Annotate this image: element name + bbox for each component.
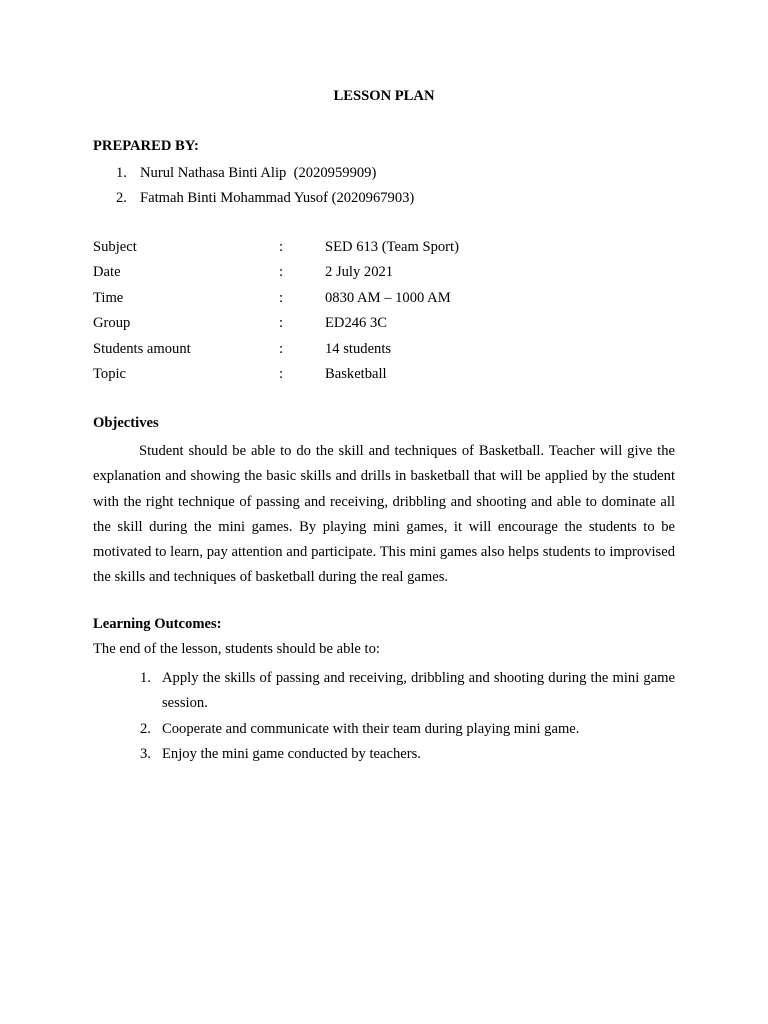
info-label: Students amount [93,340,191,357]
learning-outcomes-list [140,666,675,767]
learning-outcomes-intro: The end of the lesson, students should be able to: [93,641,380,657]
info-colon: : [279,239,284,255]
outcome-item [140,742,675,767]
info-row-students-amount [93,339,459,364]
info-label: Topic [93,365,127,382]
outcome-number: 2. [140,720,151,737]
info-value: SED 613 (Team Sport) [325,239,459,255]
outcome-text: Apply the skills of passing and receiving, dribbling and shooting during the mini game session. [162,670,675,712]
info-value: 14 students [325,340,392,357]
preparer-number: 2. [116,190,127,206]
preparer-number: 1. [116,165,127,181]
info-row-time [93,288,459,313]
info-row-group [93,313,459,338]
outcome-text: Enjoy the mini game conducted by teachers. [162,745,421,762]
info-value: 2 July 2021 [325,264,394,281]
info-value: 0830 AM – 1000 AM [325,289,451,306]
info-row-date [93,262,459,287]
objectives-heading: Objectives [93,415,159,431]
info-colon: : [279,264,284,281]
info-label: Group [93,315,131,332]
outcome-item [140,717,675,742]
outcome-number: 1. [140,670,151,686]
info-label: Date [93,264,121,281]
info-colon: : [279,315,284,332]
info-colon: : [279,340,284,357]
preparer-item [116,163,414,188]
outcome-text: Cooperate and communicate with their team during playing mini game. [162,720,580,737]
lesson-info-table [93,237,459,389]
info-label: Subject [93,239,137,255]
outcome-number: 3. [140,745,151,762]
info-label: Time [93,289,124,306]
preparer-name: Fatmah Binti Mohammad Yusof (2020967903) [140,190,415,206]
preparer-item [116,188,414,213]
prepared-by-heading: PREPARED BY: [93,138,199,154]
info-value: ED246 3C [325,315,388,332]
preparer-list [116,163,414,213]
info-value: Basketball [325,365,387,382]
info-colon: : [279,289,284,306]
learning-outcomes-heading: Learning Outcomes: [93,616,222,632]
objectives-paragraph: Student should be able to do the skill and techniques of Basketball. Teacher will give the explanation and showing the basic skills and drills in basketball that will be applied by the student with the right technique of passing and receiving, dribbling and shooting and able to dominate all the skill during the mini games. By playing mini games, it will encourage the students to be motivated to learn, pay attention and participate. This mini games also helps students to improvised the skills and techniques of basketball during the real games. [93,443,675,586]
preparer-name: Nurul Nathasa Binti Alip (2020959909) [140,165,377,181]
info-colon: : [279,365,284,382]
info-row-subject [93,237,459,262]
outcome-item [140,666,675,717]
info-row-topic [93,364,459,389]
document-title: LESSON PLAN [333,88,435,104]
